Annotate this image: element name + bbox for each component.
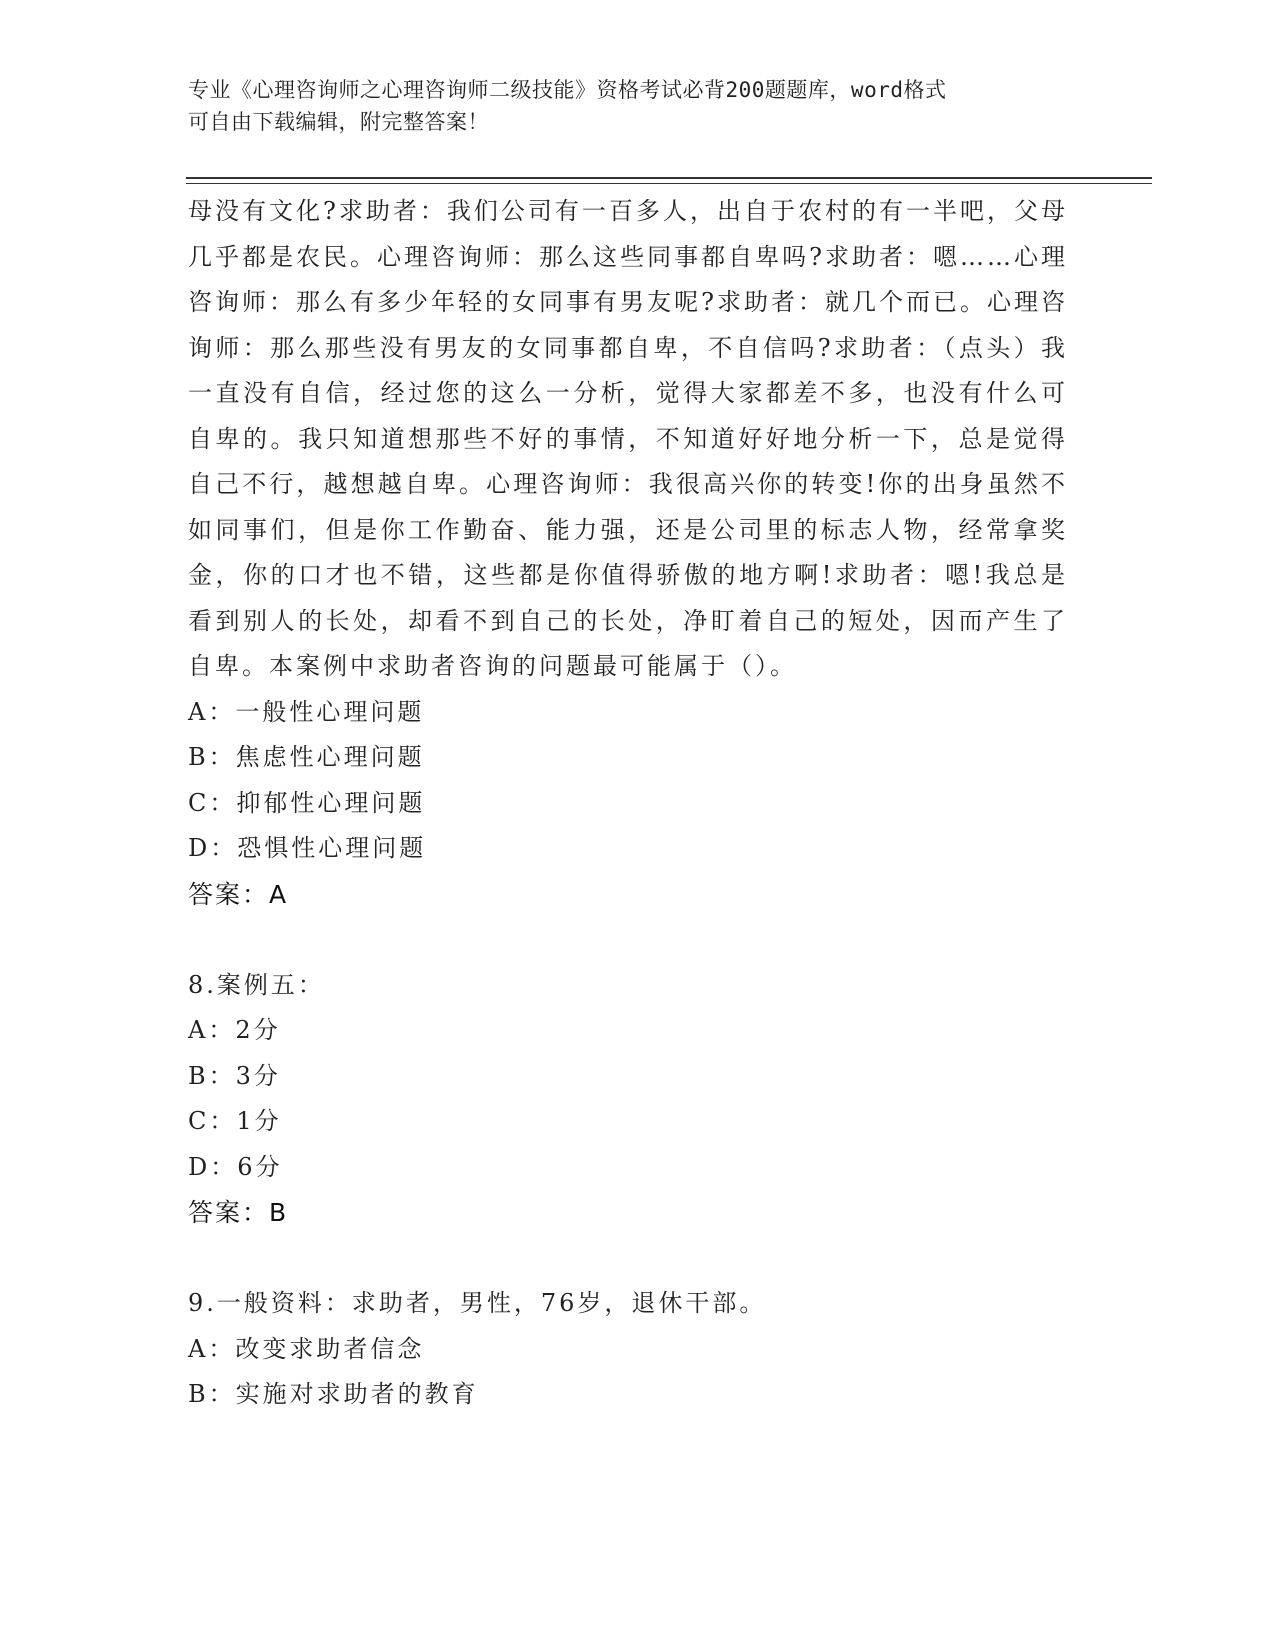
- question-9: [188, 1281, 1068, 1418]
- question-spacer: [188, 1236, 1068, 1282]
- question-9-stem: 9.一般资料：求助者，男性，76岁，退休干部。: [188, 1289, 767, 1317]
- question-7-option-c: C：抑郁性心理问题: [188, 788, 426, 817]
- question-spacer: [188, 917, 1068, 963]
- question-7-option-b: B：焦虑性心理问题: [188, 743, 425, 771]
- header-title-line-1: 专业《心理咨询师之心理咨询师二级技能》资格考试必背200题题库，word格式: [188, 78, 947, 102]
- question-8-stem: 8.案例五：: [188, 970, 325, 999]
- question-8: [188, 963, 1068, 1236]
- question-7-answer: 答案：A: [188, 879, 289, 909]
- document-body: [188, 189, 1068, 1418]
- question-8-option-b: B：3分: [188, 1061, 281, 1090]
- question-7-stem: 母没有文化?求助者：我们公司有一百多人，出自于农村的有一半吧，父母几乎都是农民。心理咨询师：那么这些同事都自卑吗?求助者：嗯……心理咨询师：那么有多少年轻的女同事有男友呢?求助者：就几个而已。心理咨询师：那么那些没有男友的女同事都自卑，不自信吗?求助者：（点头）我一直没有自信，经过您的这么一分析，觉得大家都差不多，也没有什么可自卑的。我只知道想那些不好的事情，不知道好好地分析一下，总是觉得自己不行，越想越自卑。心理咨询师：我很高兴你的转变!你的出身虽然不如同事们，但是你工作勤奋、能力强，还是公司里的标志人物，经常拿奖金，你的口才也不错，这些都是你值得骄傲的地方啊!求助者：嗯!我总是看到别人的长处，却看不到自己的长处，净盯着自己的短处，因而产生了自卑。本案例中求助者咨询的问题最可能属于（）。: [188, 197, 1068, 680]
- question-9-option-a: A：改变求助者信念: [188, 1334, 425, 1363]
- question-8-option-c: C：1分: [188, 1107, 282, 1135]
- header-divider-thin: [186, 183, 1152, 184]
- question-8-answer: 答案：B: [188, 1198, 289, 1227]
- document-header: [188, 74, 1068, 138]
- header-divider-thick: [186, 177, 1152, 179]
- header-title-line-2: 可自由下载编辑，附完整答案！: [188, 110, 489, 134]
- question-9-option-b: B：实施对求助者的教育: [188, 1380, 479, 1408]
- question-7-option-a: A：一般性心理问题: [188, 697, 425, 726]
- question-7: [188, 189, 1068, 917]
- question-8-option-a: A：2分: [188, 1016, 281, 1044]
- question-8-option-d: D：6分: [188, 1152, 283, 1181]
- question-7-option-d: D：恐惧性心理问题: [188, 834, 427, 862]
